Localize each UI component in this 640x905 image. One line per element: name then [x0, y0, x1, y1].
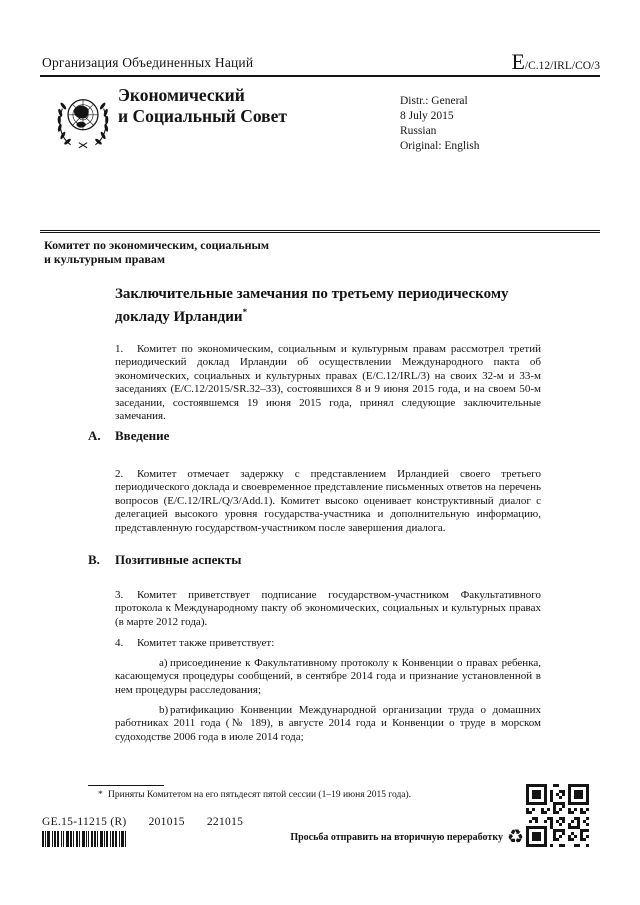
document-title [115, 286, 552, 326]
date-line: 8 July 2015 [400, 110, 454, 122]
un-emblem-icon [52, 82, 114, 162]
recycle-icon: ♻ [506, 826, 524, 848]
section-b-heading [88, 552, 241, 568]
paragraph-2 [115, 468, 541, 535]
subparagraph-a-text: присоединение к Факультативному протоколу к Конвенции о правах ребенка, касающемуся процедуры сообщений, в сентябре 2014 года и признание установленной в нем процедуры расследования; [115, 657, 541, 696]
document-symbol-rest: /C.12/IRL/CO/3 [524, 60, 600, 72]
original-language-line: Original: English [400, 140, 480, 152]
org-name: Организация Объединенных Наций [42, 55, 254, 70]
committee-name [44, 239, 269, 266]
council-title-line2: и Социальный Совет [118, 106, 287, 126]
subparagraph-b-text: ратификацию Конвенции Международной организации труда о домашних работниках 2011 года (№ 189), в августе 2014 года и Конвенции о труде в морском судоходстве 2006 года в июле 2014 года; [115, 704, 541, 743]
header-rule [40, 75, 600, 77]
council-title-line1: Экономический [118, 85, 245, 105]
section-b-letter: B. [88, 552, 100, 567]
distribution-block [400, 94, 480, 154]
qr-code-icon [526, 784, 589, 847]
ge-document-number [42, 816, 243, 828]
footnote-text: Приняты Комитетом на его пятьдесят пятой сессии (1–19 июня 2015 года). [108, 790, 412, 800]
ge-number: GE.15-11215 (R) [42, 816, 127, 828]
subparagraph-a [115, 657, 541, 697]
document-symbol-big: E [511, 49, 525, 74]
section-a-heading [88, 428, 169, 444]
paragraph-3-number: 3. [115, 589, 124, 601]
barcode-icon [42, 831, 155, 847]
paragraph-1-text: Комитет по экономическим, социальным и культурным правам рассмотрел третий периодический доклад Ирландии об осуществлении Международного пакта об экономических, социальных и культурных правах (E/C.12/IRL/3) на своих 32-м и 33-м заседаниях (E/C.12/2015/SR.32–33), состоявшихся 8 и 9 июня 2015 года, и на своем 50-м заседании, состоявшемся 19 июня 2015 года, принял следующие заключительные замечания. [115, 343, 541, 423]
section-b-title: Позитивные аспекты [115, 552, 242, 567]
recycle-note [250, 828, 524, 847]
footer-code-2: 221015 [206, 816, 244, 828]
document-symbol [511, 49, 600, 75]
council-title [118, 85, 287, 127]
section-a-title: Введение [115, 428, 170, 443]
paragraph-4-text: Комитет также приветствует: [137, 637, 275, 649]
footnote-marker: * [98, 790, 103, 800]
paragraph-3 [115, 589, 541, 629]
document-title-text: Заключительные замечания по третьему периодическому докладу Ирландии [115, 286, 509, 325]
paragraph-2-text: Комитет отмечает задержку с представлением Ирландией своего третьего периодического доклада и своевременное представление письменных ответов на перечень вопросов (E/C.12/IRL/Q/3/Add.1). Комитет высоко оценивает конструктивный диалог с делегацией высокого уровня государства-участника и дополнительную информацию, представленную государством-участником после завершения диалога. [115, 468, 541, 534]
subparagraph-b-label: b) [159, 704, 169, 716]
paragraph-4 [115, 637, 541, 650]
footer-code-1: 201015 [148, 816, 185, 828]
barcode-svg [42, 831, 155, 847]
footnote [98, 790, 528, 800]
committee-name-line1: Комитет по экономическим, социальным [44, 238, 270, 252]
paragraph-2-number: 2. [115, 468, 124, 480]
paragraph-1-number: 1. [115, 343, 124, 355]
subparagraph-a-label: a) [159, 657, 168, 669]
language-line: Russian [400, 125, 437, 137]
title-footnote-ref: * [242, 306, 248, 317]
committee-name-line2: и культурным правам [44, 251, 166, 266]
paragraph-1 [115, 343, 541, 423]
distr-line: Distr.: General [400, 95, 468, 107]
paragraph-3-text: Комитет приветствует подписание государством-участником Факультативного протокола к Международному пакту об экономических, социальных и культурных правах (в марте 2012 года). [115, 589, 541, 628]
recycle-text: Просьба отправить на вторичную переработку [290, 832, 503, 843]
section-a-letter: A. [88, 428, 101, 443]
footnote-separator-rule [88, 785, 164, 786]
section-divider-rule [40, 230, 600, 233]
paragraph-4-number: 4. [115, 637, 124, 649]
subparagraph-b [115, 704, 541, 744]
qr-code-svg [526, 784, 589, 847]
